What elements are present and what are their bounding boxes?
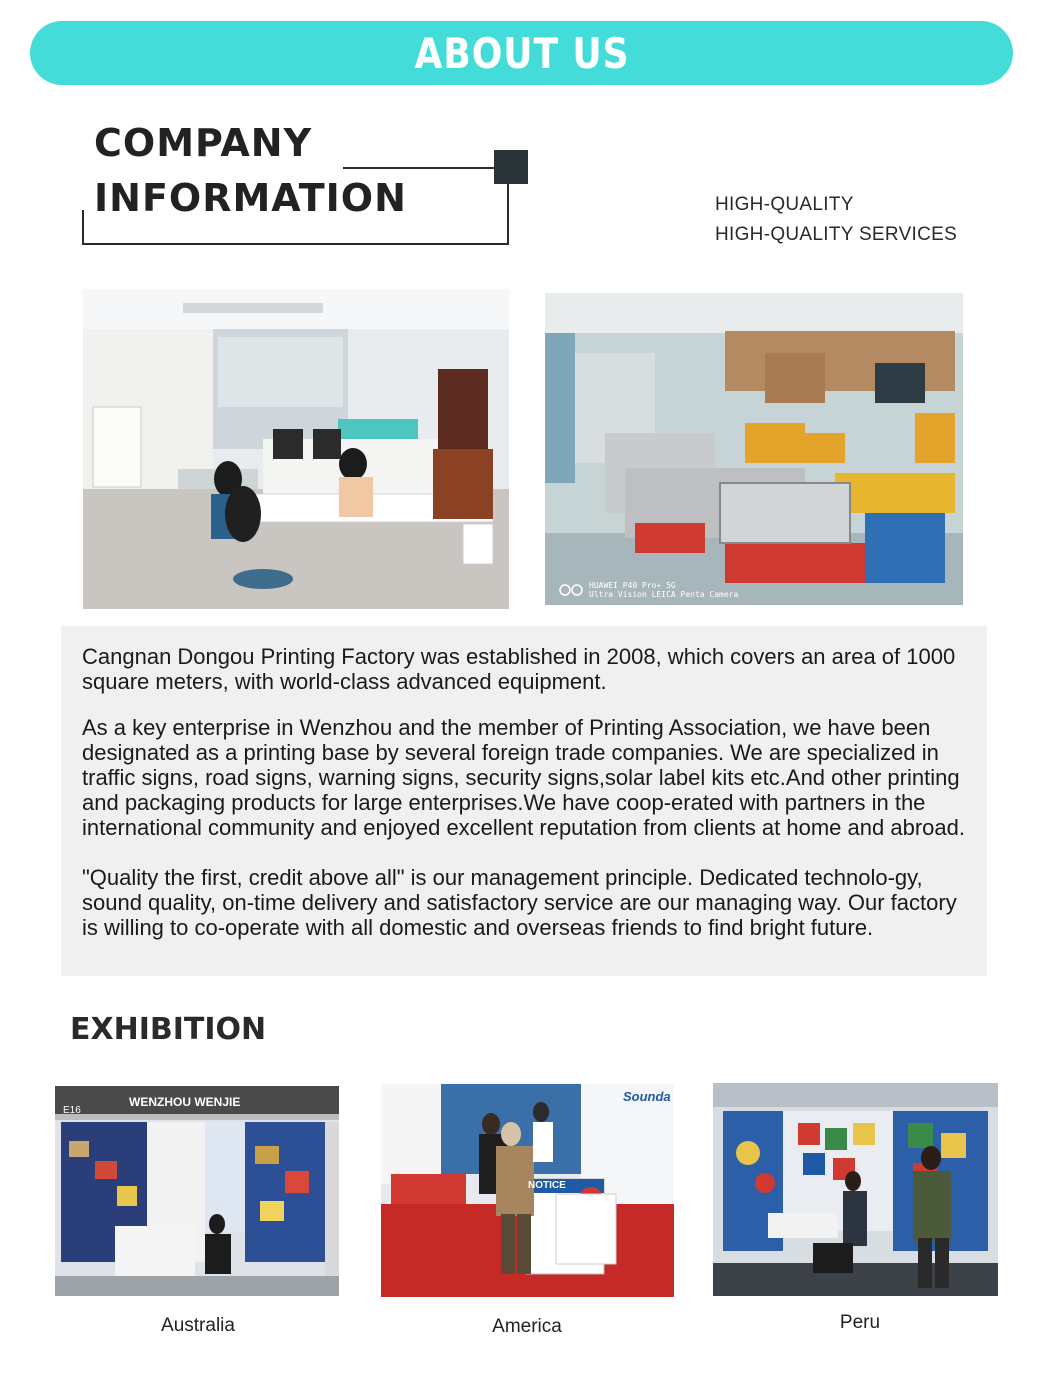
- decor-line-right: [507, 184, 509, 245]
- workshop-photo: [545, 293, 963, 605]
- banner-title: ABOUT US: [414, 28, 629, 78]
- decor-line-top: [343, 167, 495, 169]
- watermark-line2: Ultra Vision LEICA Penta Camera: [589, 590, 739, 599]
- decor-line-left: [82, 210, 84, 245]
- notice-sign: NOTICE: [528, 1180, 566, 1191]
- decor-square: [494, 150, 528, 184]
- brand-sounda: Sounda: [623, 1089, 671, 1104]
- caption-australia: Australia: [161, 1315, 235, 1336]
- booth-sign-australia: WENZHOU WENJIE: [129, 1095, 241, 1109]
- tagline-line2: HIGH-QUALITY SERVICES: [715, 224, 958, 245]
- watermark-line1: HUAWEI P40 Pro+ 5G: [589, 581, 676, 590]
- company-title-line2: INFORMATION: [94, 176, 407, 220]
- tagline-line1: HIGH-QUALITY: [715, 194, 854, 215]
- description-paragraph-3: "Quality the first, credit above all" is our management principle. Dedicated technolo-gy, sound quality, on-time delivery and satisfactory service are our managing way. Our factory is willing to co-operate with all domestic and overseas friends to find bright future.: [82, 865, 957, 940]
- description-paragraph-1: Cangnan Dongou Printing Factory was established in 2008, which covers an area of 1000 square meters, with world-class advanced equipment.: [82, 644, 956, 694]
- company-title-line1: COMPANY: [94, 121, 313, 165]
- about-us-banner: [30, 21, 1013, 85]
- decor-line-bottom: [82, 243, 509, 245]
- caption-peru: Peru: [839, 1312, 881, 1333]
- booth-number-australia: E16: [63, 1105, 81, 1116]
- exhibition-title: EXHIBITION: [70, 1012, 267, 1047]
- exhibition-photo-america: [381, 1084, 674, 1297]
- description-paragraph-2: As a key enterprise in Wenzhou and the member of Printing Association, we have been designated as a printing base by several foreign trade companies. We are specialized in traffic signs, road signs, warning signs, security signs,solar label kits etc.And other printing and packaging products for large enterprises.We have coop-erated with partners in the international community and enjoyed excellent reputation from clients at home and abroad.: [82, 715, 965, 840]
- office-photo: [83, 289, 509, 609]
- exhibition-photo-australia: [55, 1086, 339, 1296]
- exhibition-photo-peru: [713, 1083, 998, 1296]
- caption-america: America: [492, 1316, 562, 1337]
